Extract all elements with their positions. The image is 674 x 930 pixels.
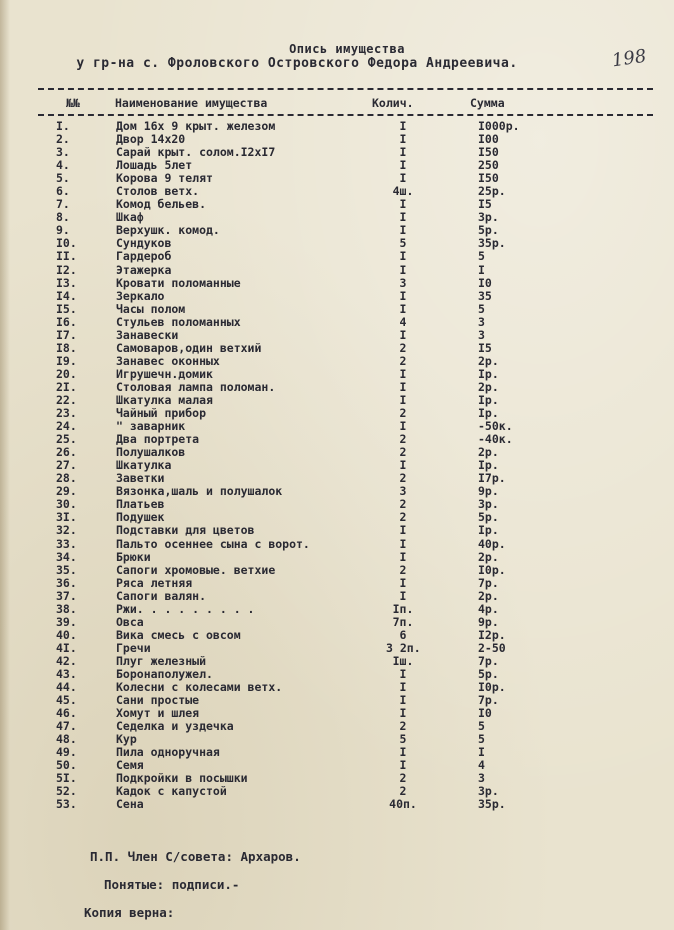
list-item bbox=[0, 642, 674, 655]
item-quantity: I bbox=[399, 145, 407, 160]
item-quantity: I bbox=[399, 706, 407, 721]
item-number: 20. bbox=[56, 366, 77, 381]
item-quantity: 2 bbox=[399, 497, 407, 512]
item-name: Двор 14х20 bbox=[116, 132, 186, 147]
item-number: I5. bbox=[56, 301, 77, 316]
item-sum: 3р. bbox=[478, 210, 499, 225]
item-sum: 9р. bbox=[478, 484, 499, 499]
list-item bbox=[0, 472, 674, 485]
item-sum: 3 bbox=[478, 314, 485, 329]
list-item bbox=[0, 185, 674, 198]
item-quantity: Iш. bbox=[392, 653, 414, 668]
item-sum: 5р. bbox=[478, 223, 499, 238]
item-name: Зеркало bbox=[116, 288, 165, 303]
item-sum: -50к. bbox=[478, 419, 513, 434]
item-number: 3I. bbox=[56, 510, 77, 525]
item-sum: 5 bbox=[478, 301, 485, 316]
item-name: Хомут и шлея bbox=[116, 706, 200, 721]
item-quantity: 2 bbox=[399, 771, 407, 786]
item-sum: I2р. bbox=[478, 627, 506, 642]
list-item bbox=[0, 146, 674, 159]
item-quantity: 2 bbox=[399, 353, 407, 368]
item-number: 40. bbox=[56, 627, 77, 642]
item-name: Лошадь 5лет bbox=[116, 158, 193, 173]
item-sum: 3р. bbox=[478, 784, 499, 799]
item-number: I6. bbox=[56, 314, 77, 329]
item-quantity: I bbox=[399, 536, 407, 551]
item-number: 5. bbox=[56, 171, 70, 186]
item-name: Шкаф bbox=[116, 210, 144, 225]
list-item bbox=[0, 733, 674, 746]
item-sum: 9р. bbox=[478, 614, 499, 629]
item-quantity: 2 bbox=[399, 562, 407, 577]
item-name: Самоваров,один ветхий bbox=[116, 340, 262, 355]
list-item bbox=[0, 342, 674, 355]
item-sum: 2р. bbox=[478, 379, 499, 394]
item-name: Гардероб bbox=[116, 249, 172, 264]
item-name: Колесни с колесами ветх. bbox=[116, 680, 283, 695]
item-quantity: I bbox=[399, 575, 407, 590]
item-quantity: I bbox=[399, 392, 407, 407]
item-quantity: I bbox=[399, 249, 407, 264]
list-item bbox=[0, 759, 674, 772]
item-quantity: 2 bbox=[399, 406, 407, 421]
item-quantity: I bbox=[399, 549, 407, 564]
list-item bbox=[0, 198, 674, 211]
item-name: Кровати поломанные bbox=[116, 275, 241, 290]
item-sum: I5 bbox=[478, 197, 492, 212]
item-number: I7. bbox=[56, 327, 77, 342]
item-quantity: 4 bbox=[399, 314, 407, 329]
item-number: 43. bbox=[56, 666, 77, 681]
inventory-list bbox=[0, 120, 674, 811]
item-name: Заветки bbox=[116, 471, 165, 486]
item-name: Кадок с капустой bbox=[116, 784, 227, 799]
list-item bbox=[0, 577, 674, 590]
list-item bbox=[0, 590, 674, 603]
item-number: 32. bbox=[56, 523, 77, 538]
item-name: Седелка и уздечка bbox=[116, 719, 234, 734]
list-item bbox=[0, 551, 674, 564]
item-number: 34. bbox=[56, 549, 77, 564]
item-sum: I50 bbox=[478, 145, 499, 160]
item-name: Ряса летняя bbox=[116, 575, 193, 590]
item-name: Столовая лампа поломан. bbox=[116, 379, 276, 394]
item-number: 23. bbox=[56, 406, 77, 421]
item-quantity: 4ш. bbox=[392, 184, 414, 199]
item-quantity: I bbox=[399, 327, 407, 342]
item-sum: I5 bbox=[478, 340, 492, 355]
item-number: 25. bbox=[56, 432, 77, 447]
column-header-sum: Сумма bbox=[470, 96, 505, 110]
item-quantity: I bbox=[399, 197, 407, 212]
signature-council-member: П.П. Член С/совета: Архаров. bbox=[90, 849, 301, 864]
item-name: Вязонка,шаль и полушалок bbox=[116, 484, 283, 499]
item-number: 2. bbox=[56, 132, 70, 147]
item-name: Верхушк. комод. bbox=[116, 223, 220, 238]
list-item bbox=[0, 524, 674, 537]
item-sum: 7р. bbox=[478, 575, 499, 590]
item-number: II. bbox=[56, 249, 77, 264]
list-item bbox=[0, 459, 674, 472]
item-quantity: 5 bbox=[399, 236, 407, 251]
item-number: I. bbox=[56, 119, 70, 133]
item-sum: 5 bbox=[478, 732, 485, 747]
list-item bbox=[0, 629, 674, 642]
list-item bbox=[0, 681, 674, 694]
list-item bbox=[0, 120, 674, 133]
item-sum: 5р. bbox=[478, 510, 499, 525]
item-quantity: I bbox=[399, 366, 407, 381]
item-sum: 2р. bbox=[478, 588, 499, 603]
item-number: 29. bbox=[56, 484, 77, 499]
item-number: 28. bbox=[56, 471, 77, 486]
item-number: 37. bbox=[56, 588, 77, 603]
item-sum: 2р. bbox=[478, 549, 499, 564]
item-name: Сундуков bbox=[116, 236, 172, 251]
item-name: Дом 16х 9 крыт. железом bbox=[116, 119, 276, 133]
item-number: 53. bbox=[56, 797, 77, 812]
item-sum: 5 bbox=[478, 249, 485, 264]
item-sum: Iр. bbox=[478, 523, 499, 538]
item-name: Подставки для цветов bbox=[116, 523, 255, 538]
item-sum: 3р. bbox=[478, 497, 499, 512]
item-name: Столов ветх. bbox=[116, 184, 200, 199]
column-header-name: Наименование имущества bbox=[115, 96, 268, 110]
list-item bbox=[0, 290, 674, 303]
item-sum: I7р. bbox=[478, 471, 506, 486]
list-item bbox=[0, 394, 674, 407]
item-number: 36. bbox=[56, 575, 77, 590]
list-item bbox=[0, 159, 674, 172]
list-item bbox=[0, 224, 674, 237]
item-quantity: I bbox=[399, 680, 407, 695]
item-quantity: I bbox=[399, 288, 407, 303]
item-number: 24. bbox=[56, 419, 77, 434]
item-quantity: I bbox=[399, 666, 407, 681]
item-number: I8. bbox=[56, 340, 77, 355]
list-item bbox=[0, 772, 674, 785]
item-sum: 4р. bbox=[478, 601, 499, 616]
item-name: Часы полом bbox=[116, 301, 186, 316]
item-name: Сапоги хромовые. ветхие bbox=[116, 562, 276, 577]
item-name: Гречи bbox=[116, 640, 151, 655]
item-quantity: I bbox=[399, 693, 407, 708]
item-name: Пальто осеннее сына с ворот. bbox=[116, 536, 310, 551]
list-item bbox=[0, 355, 674, 368]
item-number: I4. bbox=[56, 288, 77, 303]
item-sum: 35р. bbox=[478, 797, 506, 812]
list-item bbox=[0, 485, 674, 498]
copy-certified: Копия верна: bbox=[84, 905, 175, 920]
item-name: Этажерка bbox=[116, 262, 172, 277]
item-name: Шкатулка bbox=[116, 458, 172, 473]
item-name: Сани простые bbox=[116, 693, 200, 708]
item-name: Подкройки в посышки bbox=[116, 771, 248, 786]
item-name: Пила одноручная bbox=[116, 745, 220, 760]
item-name: Семя bbox=[116, 758, 144, 773]
item-sum: 5р. bbox=[478, 666, 499, 681]
item-quantity: 7п. bbox=[392, 614, 414, 629]
item-number: 4. bbox=[56, 158, 70, 173]
list-item bbox=[0, 511, 674, 524]
list-item bbox=[0, 277, 674, 290]
item-name: Чайный прибор bbox=[116, 406, 207, 421]
item-quantity: I bbox=[399, 158, 407, 173]
list-item bbox=[0, 668, 674, 681]
item-quantity: 5 bbox=[399, 732, 407, 747]
item-sum: Iр. bbox=[478, 458, 499, 473]
item-sum: I bbox=[478, 745, 485, 760]
item-sum: I0р. bbox=[478, 680, 506, 695]
header-divider-bottom bbox=[38, 114, 653, 116]
item-name: Занавес оконных bbox=[116, 353, 220, 368]
item-sum: 2-50 bbox=[478, 640, 506, 655]
list-item bbox=[0, 798, 674, 811]
list-item bbox=[0, 498, 674, 511]
item-quantity: I bbox=[399, 379, 407, 394]
item-number: 26. bbox=[56, 445, 77, 460]
list-item bbox=[0, 433, 674, 446]
item-sum: Iр. bbox=[478, 366, 499, 381]
item-sum: I0 bbox=[478, 706, 492, 721]
item-number: 30. bbox=[56, 497, 77, 512]
item-number: I2. bbox=[56, 262, 77, 277]
list-item bbox=[0, 237, 674, 250]
item-quantity: I bbox=[399, 262, 407, 277]
item-quantity: 3 2п. bbox=[386, 640, 421, 655]
item-name: Шкатулка малая bbox=[116, 392, 213, 407]
item-quantity: I bbox=[399, 745, 407, 760]
item-quantity: I bbox=[399, 301, 407, 316]
item-number: 8. bbox=[56, 210, 70, 225]
item-name: Кур bbox=[116, 732, 137, 747]
list-item bbox=[0, 133, 674, 146]
list-item bbox=[0, 420, 674, 433]
item-quantity: 2 bbox=[399, 510, 407, 525]
item-sum: 25р. bbox=[478, 184, 506, 199]
item-name: Занавески bbox=[116, 327, 179, 342]
item-quantity: Iп. bbox=[392, 601, 414, 616]
item-number: 2I. bbox=[56, 379, 77, 394]
item-sum: 35р. bbox=[478, 236, 506, 251]
item-quantity: I bbox=[399, 223, 407, 238]
item-quantity: I bbox=[399, 458, 407, 473]
item-number: 44. bbox=[56, 680, 77, 695]
item-name: Корова 9 телят bbox=[116, 171, 213, 186]
item-sum: -40к. bbox=[478, 432, 513, 447]
item-sum: Iр. bbox=[478, 392, 499, 407]
item-number: 9. bbox=[56, 223, 70, 238]
item-quantity: 2 bbox=[399, 719, 407, 734]
handwritten-page-number: 198 bbox=[610, 45, 648, 72]
list-item bbox=[0, 303, 674, 316]
item-number: 49. bbox=[56, 745, 77, 760]
item-name: Сена bbox=[116, 797, 144, 812]
item-quantity: 2 bbox=[399, 471, 407, 486]
list-item bbox=[0, 603, 674, 616]
list-item bbox=[0, 264, 674, 277]
item-name: Игрушечн.домик bbox=[116, 366, 213, 381]
item-quantity: I bbox=[399, 758, 407, 773]
list-item bbox=[0, 316, 674, 329]
list-item bbox=[0, 172, 674, 185]
item-quantity: I bbox=[399, 210, 407, 225]
list-item bbox=[0, 446, 674, 459]
item-number: 48. bbox=[56, 732, 77, 747]
item-number: 4I. bbox=[56, 640, 77, 655]
item-name: Вика смесь с овсом bbox=[116, 627, 241, 642]
list-item bbox=[0, 381, 674, 394]
list-item bbox=[0, 616, 674, 629]
item-number: 27. bbox=[56, 458, 77, 473]
item-number: 42. bbox=[56, 653, 77, 668]
list-item bbox=[0, 746, 674, 759]
item-quantity: 2 bbox=[399, 340, 407, 355]
item-number: 3. bbox=[56, 145, 70, 160]
item-sum: 7р. bbox=[478, 653, 499, 668]
list-item bbox=[0, 407, 674, 420]
list-item bbox=[0, 211, 674, 224]
item-quantity: I bbox=[399, 523, 407, 538]
item-sum: 2р. bbox=[478, 353, 499, 368]
document-title: Опись имущества bbox=[289, 42, 405, 56]
item-sum: I00 bbox=[478, 132, 499, 147]
item-number: 39. bbox=[56, 614, 77, 629]
item-name: Сарай крыт. солом.I2хI7 bbox=[116, 145, 276, 160]
item-number: 50. bbox=[56, 758, 77, 773]
item-name: Два портрета bbox=[116, 432, 200, 447]
item-number: I0. bbox=[56, 236, 77, 251]
item-name: Подушек bbox=[116, 510, 165, 525]
item-sum: I0 bbox=[478, 275, 492, 290]
item-sum: 5 bbox=[478, 719, 485, 734]
item-number: 45. bbox=[56, 693, 77, 708]
item-sum: 3 bbox=[478, 771, 485, 786]
item-quantity: I bbox=[399, 119, 407, 133]
list-item bbox=[0, 368, 674, 381]
list-item bbox=[0, 329, 674, 342]
item-sum: 3 bbox=[478, 327, 485, 342]
item-sum: 35 bbox=[478, 288, 492, 303]
list-item bbox=[0, 655, 674, 668]
item-sum: 40р. bbox=[478, 536, 506, 551]
list-item bbox=[0, 564, 674, 577]
item-number: 46. bbox=[56, 706, 77, 721]
header-divider-top bbox=[38, 88, 653, 90]
list-item bbox=[0, 707, 674, 720]
item-quantity: 2 bbox=[399, 432, 407, 447]
item-quantity: I bbox=[399, 171, 407, 186]
item-quantity: 2 bbox=[399, 784, 407, 799]
item-name: " заварник bbox=[116, 419, 186, 434]
item-quantity: I bbox=[399, 588, 407, 603]
column-header-number: №№ bbox=[66, 96, 80, 110]
item-quantity: 3 bbox=[399, 275, 407, 290]
item-name: Брюки bbox=[116, 549, 151, 564]
item-name: Комод бельев. bbox=[116, 197, 207, 212]
item-number: 33. bbox=[56, 536, 77, 551]
list-item bbox=[0, 720, 674, 733]
item-sum: I50 bbox=[478, 171, 499, 186]
item-name: Ржи. . . . . . . . . bbox=[116, 601, 255, 616]
item-number: I9. bbox=[56, 353, 77, 368]
item-name: Овса bbox=[116, 614, 144, 629]
item-name: Стульев поломанных bbox=[116, 314, 241, 329]
item-quantity: I bbox=[399, 132, 407, 147]
document-subtitle: у гр-на с. Фроловского Островского Федора Андреевича. bbox=[76, 56, 518, 71]
item-quantity: I bbox=[399, 419, 407, 434]
list-item bbox=[0, 250, 674, 263]
item-sum: 4 bbox=[478, 758, 485, 773]
item-sum: 7р. bbox=[478, 693, 499, 708]
item-quantity: 40п. bbox=[389, 797, 417, 812]
item-name: Боронаполужел. bbox=[116, 666, 213, 681]
list-item bbox=[0, 785, 674, 798]
item-sum: I0р. bbox=[478, 562, 506, 577]
item-name: Плуг железный bbox=[116, 653, 207, 668]
item-number: 52. bbox=[56, 784, 77, 799]
item-number: 7. bbox=[56, 197, 70, 212]
item-number: 6. bbox=[56, 184, 70, 199]
list-item bbox=[0, 694, 674, 707]
signature-witnesses: Понятые: подписи.- bbox=[104, 877, 240, 892]
item-quantity: 6 bbox=[399, 627, 407, 642]
item-quantity: 2 bbox=[399, 445, 407, 460]
item-name: Сапоги валян. bbox=[116, 588, 207, 603]
item-name: Платьев bbox=[116, 497, 165, 512]
item-number: 22. bbox=[56, 392, 77, 407]
item-quantity: 3 bbox=[399, 484, 407, 499]
item-sum: 2р. bbox=[478, 445, 499, 460]
list-item bbox=[0, 538, 674, 551]
item-number: I3. bbox=[56, 275, 77, 290]
item-sum: I000р. bbox=[478, 119, 520, 133]
item-number: 47. bbox=[56, 719, 77, 734]
item-sum: 250 bbox=[478, 158, 499, 173]
item-number: 35. bbox=[56, 562, 77, 577]
item-name: Полушалков bbox=[116, 445, 186, 460]
item-sum: I bbox=[478, 262, 485, 277]
column-header-quantity: Колич. bbox=[372, 96, 414, 110]
item-sum: Iр. bbox=[478, 406, 499, 421]
item-number: 38. bbox=[56, 601, 77, 616]
item-number: 5I. bbox=[56, 771, 77, 786]
